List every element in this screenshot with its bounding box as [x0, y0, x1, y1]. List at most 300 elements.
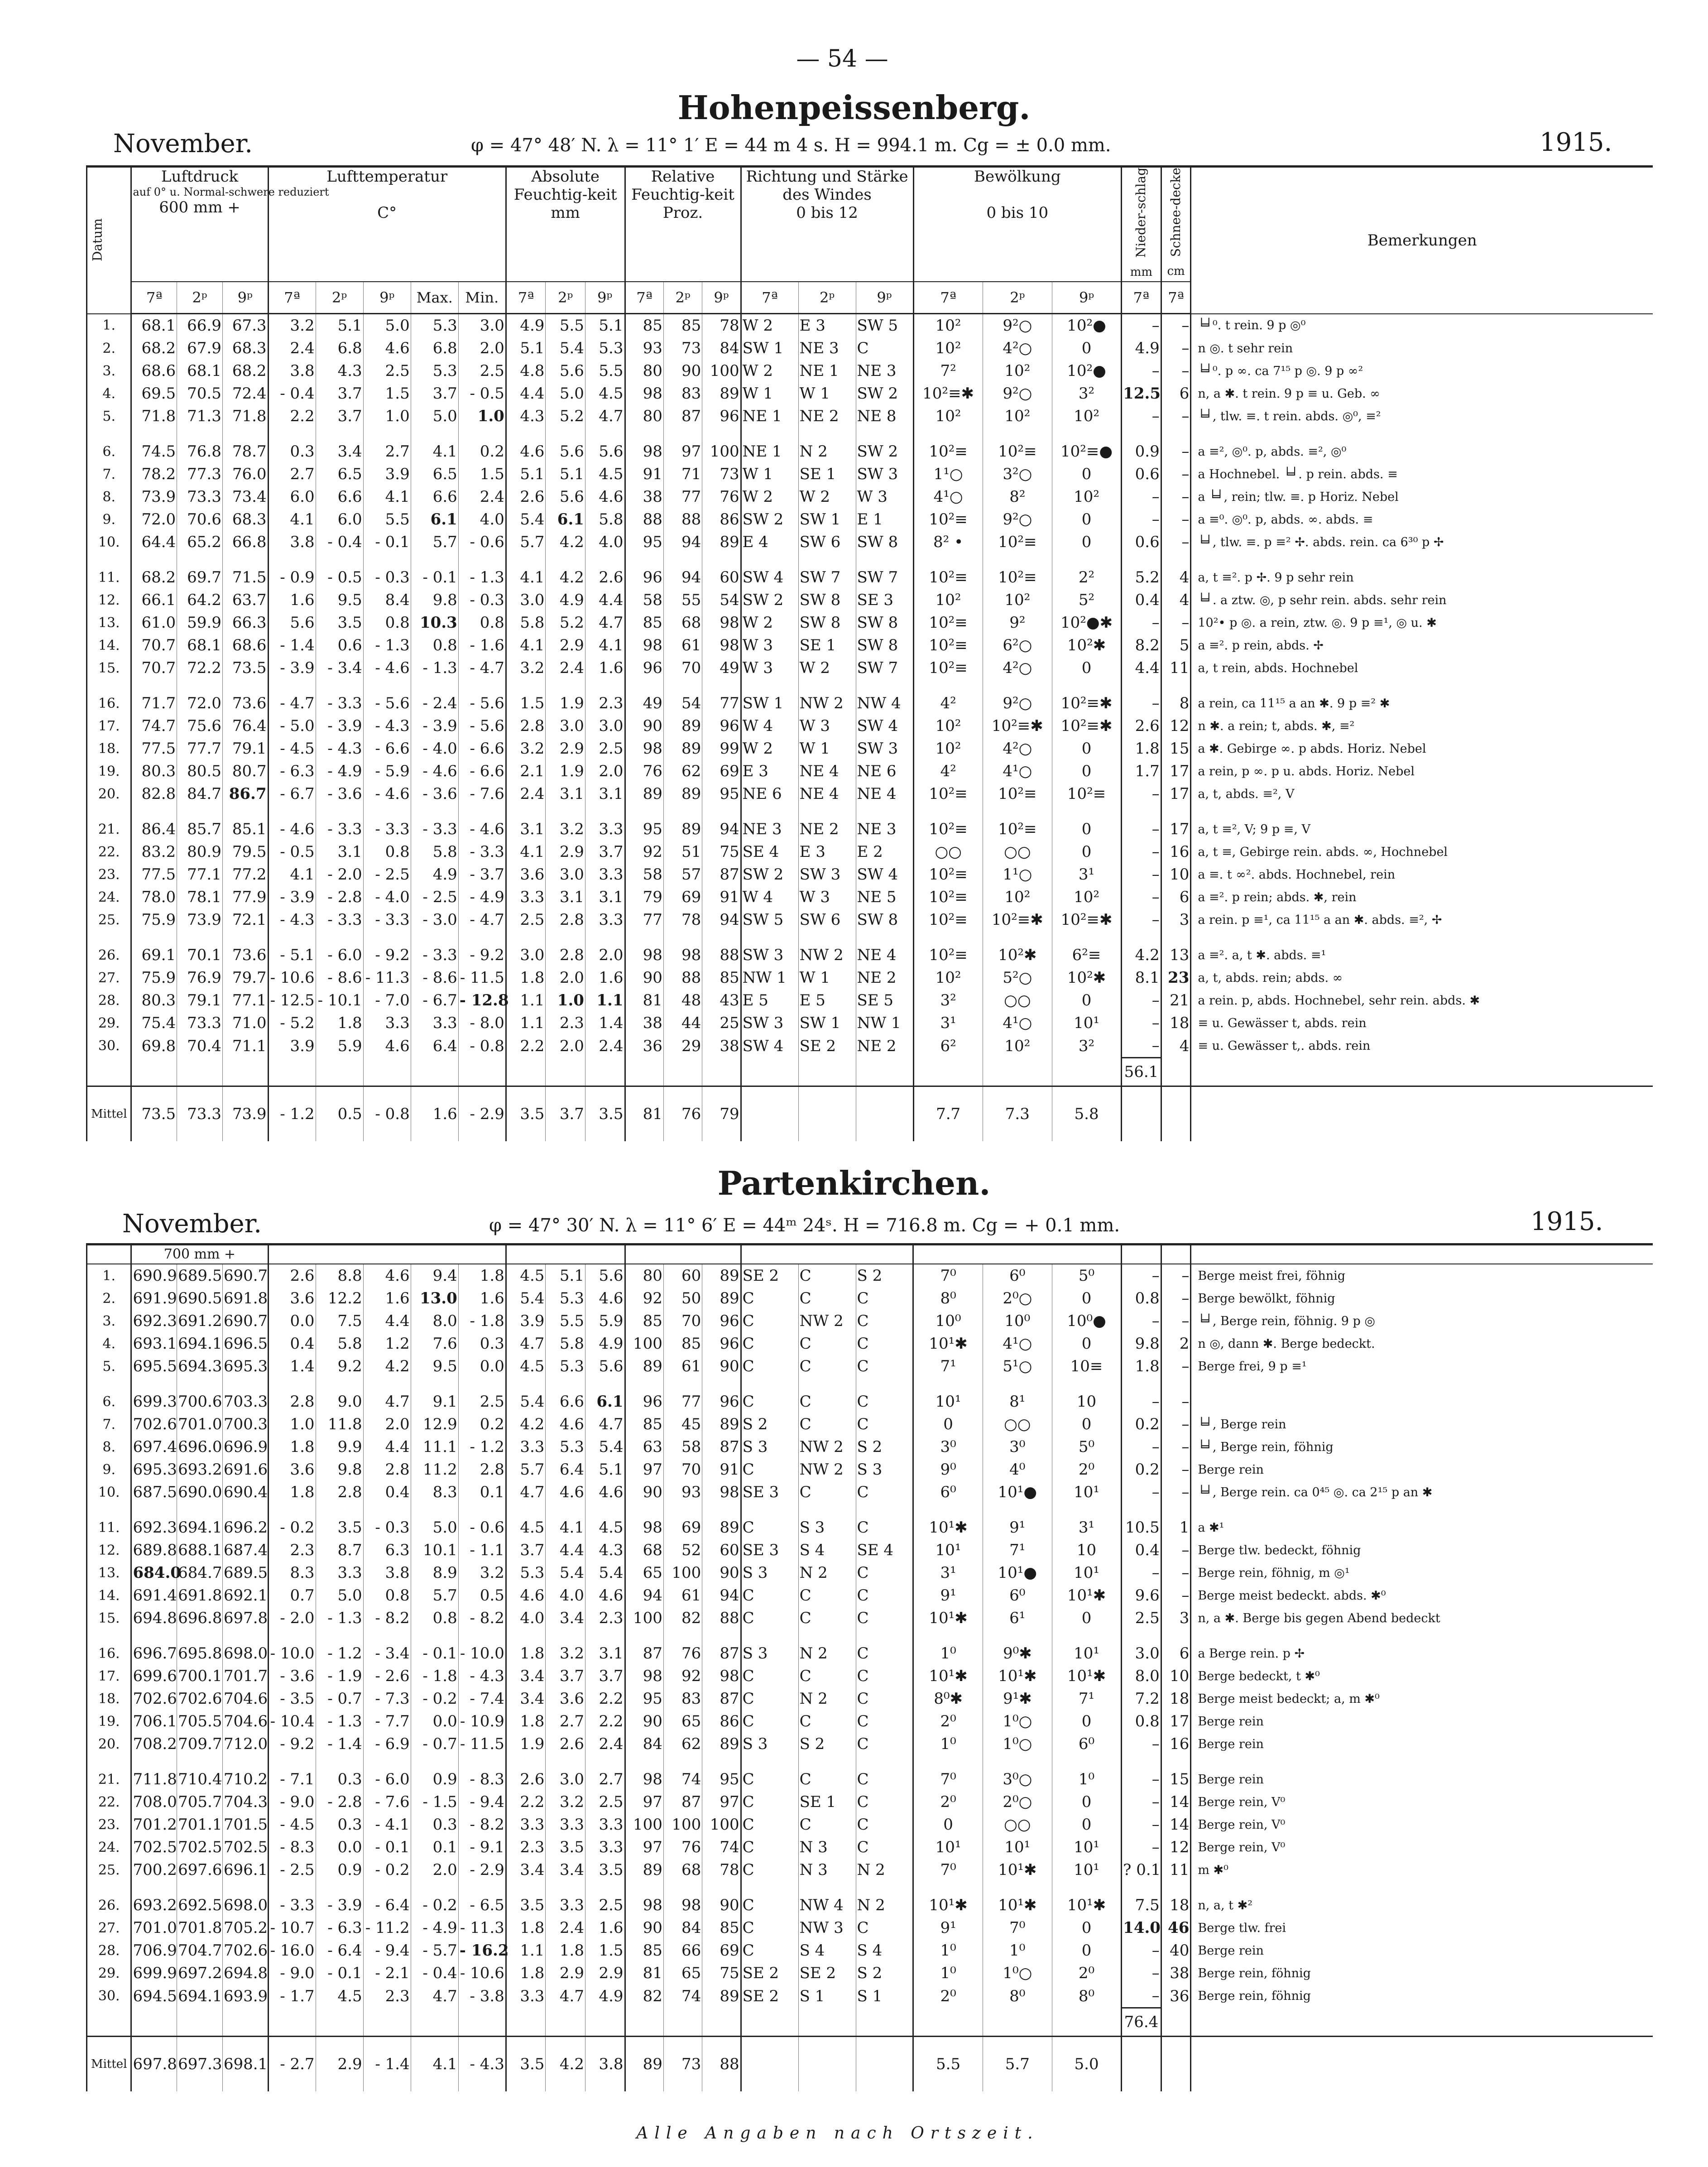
mean-bemerkungen — [1191, 1086, 1653, 1142]
cell-ld-9p: 697.8 — [222, 1607, 268, 1629]
cell-af-2p: 5.6 — [546, 360, 585, 382]
cell-ld-7a: 68.2 — [131, 337, 177, 360]
cell-schneedecke: 18 — [1161, 1894, 1191, 1917]
cell-t-7a: 0.0 — [268, 1310, 316, 1332]
cell-bw-2p: 10¹● — [983, 1562, 1052, 1584]
cell-af-9p: 3.3 — [585, 1836, 625, 1859]
mean-row — [87, 2037, 1653, 2092]
cell-ld-2p: 73.3 — [177, 485, 223, 508]
cell-af-2p: 1.8 — [546, 1939, 585, 1962]
cell-ld-7a: 695.3 — [131, 1458, 177, 1481]
cell-bemerkungen: a Hochnebel. ╘╛. p rein. abds. ≡ — [1191, 463, 1653, 485]
cell-t-min: - 7.6 — [458, 783, 506, 805]
cell-rf-7a: 76 — [625, 760, 663, 783]
cell-bemerkungen: ╘╛, Berge rein — [1191, 1413, 1653, 1436]
cell-af-7a: 3.2 — [506, 657, 546, 679]
cell-t-min: - 11.5 — [458, 1733, 506, 1755]
mean-rf-7a: 89 — [625, 2037, 663, 2092]
cell-af-2p: 3.2 — [546, 818, 585, 841]
cell-rf-7a: 79 — [625, 886, 663, 908]
cell-af-2p: 4.2 — [546, 531, 585, 553]
cell-rf-9p: 60 — [702, 566, 741, 589]
cell-bemerkungen: a, t, abds. ≡², V — [1191, 783, 1653, 805]
cell-wind-9p: N 2 — [856, 1894, 913, 1917]
cell-bemerkungen: n ◎, dann ✱. Berge bedeckt. — [1191, 1332, 1653, 1355]
cell-ld-2p: 694.1 — [177, 1332, 223, 1355]
cell-t-9p: - 2.5 — [363, 863, 411, 886]
cell-t-max: 2.0 — [411, 1859, 458, 1881]
cell-t-min: - 11.5 — [458, 966, 506, 989]
table-row — [87, 1642, 1653, 1665]
cell-t-2p: 3.5 — [316, 611, 363, 634]
table-row — [87, 818, 1653, 841]
cell-af-9p: 1.6 — [585, 1917, 625, 1939]
mean-label: Mittel — [87, 2037, 131, 2092]
cell-af-7a: 3.9 — [506, 1310, 546, 1332]
cell-ld-9p: 71.5 — [222, 566, 268, 589]
cell-rf-7a: 90 — [625, 715, 663, 737]
cell-t-2p: - 3.6 — [316, 783, 363, 805]
cell-rf-7a: 80 — [625, 405, 663, 428]
cell-af-7a: 3.0 — [506, 589, 546, 611]
cell-rf-2p: 61 — [663, 634, 702, 657]
cell-rf-2p: 84 — [663, 1917, 702, 1939]
cell-bw-7a: 10²≡ — [913, 908, 983, 931]
cell-ld-2p: 76.9 — [177, 966, 223, 989]
cell-rf-9p: 98 — [702, 1481, 741, 1504]
cell-af-2p: 4.2 — [546, 566, 585, 589]
cell-rf-2p: 62 — [663, 760, 702, 783]
cell-af-9p: 4.9 — [585, 1332, 625, 1355]
cell-t-min: - 9.4 — [458, 1791, 506, 1813]
cell-t-9p: 2.5 — [363, 360, 411, 382]
cell-t-7a: 4.1 — [268, 508, 316, 531]
cell-af-9p: 4.3 — [585, 1539, 625, 1562]
cell-af-7a: 4.7 — [506, 1481, 546, 1504]
cell-t-2p: 6.5 — [316, 463, 363, 485]
mean-wind-2p — [798, 1086, 856, 1142]
cell-bw-2p: 4²○ — [983, 657, 1052, 679]
cell-t-7a: - 10.6 — [268, 966, 316, 989]
cell-wind-9p: SE 5 — [856, 989, 913, 1012]
cell-wind-7a: W 2 — [741, 314, 798, 337]
hdr-max: Max. — [411, 282, 458, 314]
cell-af-9p: 4.9 — [585, 1984, 625, 2008]
cell-bemerkungen: n ◎. t sehr rein — [1191, 337, 1653, 360]
cell-wind-7a: S 3 — [741, 1436, 798, 1458]
mean-t-max: 4.1 — [411, 2037, 458, 2092]
cell-t-max: 0.1 — [411, 1836, 458, 1859]
cell-schneedecke: 6 — [1161, 886, 1191, 908]
cell-ld-2p: 691.2 — [177, 1310, 223, 1332]
cell-rf-7a: 90 — [625, 1710, 663, 1733]
cell-rf-2p: 61 — [663, 1355, 702, 1378]
cell-rf-7a: 85 — [625, 1310, 663, 1332]
cell-af-7a: 2.6 — [506, 485, 546, 508]
cell-ld-2p: 702.5 — [177, 1836, 223, 1859]
mean-niederschlag — [1122, 1086, 1161, 1142]
cell-t-2p: - 0.1 — [316, 1962, 363, 1984]
cell-rf-7a: 81 — [625, 1962, 663, 1984]
cell-wind-2p: NW 2 — [798, 1458, 856, 1481]
cell-bw-2p: 8² — [983, 485, 1052, 508]
cell-t-7a: - 4.7 — [268, 692, 316, 715]
mean-bemerkungen — [1191, 2037, 1653, 2092]
cell-rf-2p: 83 — [663, 382, 702, 405]
cell-af-9p: 2.3 — [585, 692, 625, 715]
cell-bw-2p: 7¹ — [983, 1539, 1052, 1562]
cell-af-9p: 4.6 — [585, 1584, 625, 1607]
cell-t-min: - 8.2 — [458, 1607, 506, 1629]
cell-wind-7a: S 2 — [741, 1413, 798, 1436]
cell-schneedecke: – — [1161, 1562, 1191, 1584]
cell-t-7a: - 1.4 — [268, 634, 316, 657]
cell-t-min: 0.0 — [458, 1355, 506, 1378]
cell-rf-7a: 85 — [625, 314, 663, 337]
cell-datum: 22. — [87, 841, 131, 863]
cell-rf-9p: 96 — [702, 405, 741, 428]
cell-t-max: - 0.1 — [411, 1642, 458, 1665]
cell-t-9p: - 4.0 — [363, 886, 411, 908]
cell-af-9p: 4.5 — [585, 1516, 625, 1539]
cell-t-7a: 3.9 — [268, 1034, 316, 1058]
cell-rf-2p: 78 — [663, 908, 702, 931]
cell-schneedecke: 4 — [1161, 1034, 1191, 1058]
cell-af-2p: 3.4 — [546, 1607, 585, 1629]
cell-af-9p: 4.1 — [585, 634, 625, 657]
cell-niederschlag: – — [1122, 1481, 1161, 1504]
cell-bemerkungen: Berge rein — [1191, 1768, 1653, 1791]
cell-t-9p: 2.0 — [363, 1413, 411, 1436]
table-row — [87, 382, 1653, 405]
cell-rf-9p: 90 — [702, 1894, 741, 1917]
mean-t-min: - 4.3 — [458, 2037, 506, 2092]
cell-wind-7a: S 3 — [741, 1733, 798, 1755]
cell-af-2p: 5.3 — [546, 1355, 585, 1378]
cell-wind-7a: W 1 — [741, 382, 798, 405]
cell-ld-9p: 704.6 — [222, 1687, 268, 1710]
cell-datum: 21. — [87, 1768, 131, 1791]
cell-af-9p: 5.4 — [585, 1436, 625, 1458]
cell-wind-9p: C — [856, 1607, 913, 1629]
cell-wind-2p: C — [798, 1813, 856, 1836]
cell-t-max: - 1.8 — [411, 1665, 458, 1687]
cell-rf-9p: 25 — [702, 1012, 741, 1034]
cell-ld-2p: 689.5 — [177, 1264, 223, 1287]
cell-af-9p: 2.5 — [585, 737, 625, 760]
cell-rf-7a: 98 — [625, 737, 663, 760]
cell-schneedecke: 38 — [1161, 1962, 1191, 1984]
cell-bw-2p: ○○ — [983, 1413, 1052, 1436]
cell-schneedecke: – — [1161, 337, 1191, 360]
cell-schneedecke: – — [1161, 611, 1191, 634]
cell-wind-7a: SW 2 — [741, 508, 798, 531]
cell-ld-7a: 75.9 — [131, 908, 177, 931]
cell-t-min: - 10.9 — [458, 1710, 506, 1733]
cell-t-max: 4.7 — [411, 1984, 458, 2008]
cell-bw-9p: 10²≡✱ — [1052, 908, 1121, 931]
cell-rf-9p: 97 — [702, 1791, 741, 1813]
cell-wind-9p: NE 2 — [856, 966, 913, 989]
cell-wind-9p: S 4 — [856, 1939, 913, 1962]
cell-bw-2p: 10²≡ — [983, 531, 1052, 553]
cell-schneedecke: 36 — [1161, 1984, 1191, 2008]
table-row — [87, 1562, 1653, 1584]
cell-ld-9p: 696.1 — [222, 1859, 268, 1881]
mean-ld-7a: 73.5 — [131, 1086, 177, 1142]
cell-bw-2p: 9²○ — [983, 508, 1052, 531]
cell-t-min: - 1.1 — [458, 1539, 506, 1562]
cell-t-9p: 1.6 — [363, 1287, 411, 1310]
cell-rf-9p: 96 — [702, 715, 741, 737]
cell-bw-7a: 9⁰ — [913, 1458, 983, 1481]
cell-bw-2p: 10²✱ — [983, 944, 1052, 966]
cell-datum: 30. — [87, 1984, 131, 2008]
cell-niederschlag: – — [1122, 1962, 1161, 1984]
cell-af-7a: 1.1 — [506, 989, 546, 1012]
cell-ld-7a: 690.9 — [131, 1264, 177, 1287]
cell-t-9p: - 5.9 — [363, 760, 411, 783]
cell-bw-2p: 9⁰✱ — [983, 1642, 1052, 1665]
cell-t-min: - 5.6 — [458, 715, 506, 737]
cell-ld-2p: 691.8 — [177, 1584, 223, 1607]
cell-rf-2p: 89 — [663, 783, 702, 805]
cell-t-9p: 2.3 — [363, 1984, 411, 2008]
cell-niederschlag: – — [1122, 783, 1161, 805]
cell-wind-7a: W 2 — [741, 737, 798, 760]
cell-t-7a: 0.3 — [268, 440, 316, 463]
cell-t-max: 9.4 — [411, 1264, 458, 1287]
cell-t-max: 6.4 — [411, 1034, 458, 1058]
table-row — [87, 508, 1653, 531]
cell-bw-2p: 5²○ — [983, 966, 1052, 989]
cell-ld-7a: 68.2 — [131, 566, 177, 589]
cell-niederschlag: 0.6 — [1122, 531, 1161, 553]
cell-af-9p: 3.1 — [585, 886, 625, 908]
cell-t-2p: 3.3 — [316, 1562, 363, 1584]
cell-t-max: 3.3 — [411, 1012, 458, 1034]
cell-rf-2p: 66 — [663, 1939, 702, 1962]
cell-bw-9p: 0 — [1052, 508, 1121, 531]
cell-wind-2p: S 4 — [798, 1539, 856, 1562]
cell-ld-9p: 698.0 — [222, 1894, 268, 1917]
cell-t-7a: - 9.0 — [268, 1962, 316, 1984]
cell-rf-2p: 94 — [663, 531, 702, 553]
cell-ld-7a: 71.8 — [131, 405, 177, 428]
cell-bw-2p: 4²○ — [983, 737, 1052, 760]
cell-ld-9p: 702.5 — [222, 1836, 268, 1859]
cell-af-2p: 2.9 — [546, 737, 585, 760]
cell-rf-7a: 81 — [625, 989, 663, 1012]
cell-wind-2p: SW 1 — [798, 508, 856, 531]
cell-ld-7a: 695.5 — [131, 1355, 177, 1378]
cell-t-9p: 4.1 — [363, 485, 411, 508]
hdr-9p: 9ᵖ — [856, 282, 913, 314]
cell-t-7a: - 3.5 — [268, 1687, 316, 1710]
cell-ld-9p: 704.3 — [222, 1791, 268, 1813]
cell-af-9p: 5.5 — [585, 360, 625, 382]
cell-schneedecke: – — [1161, 360, 1191, 382]
cell-rf-9p: 88 — [702, 944, 741, 966]
cell-bw-2p: 9¹✱ — [983, 1687, 1052, 1710]
cell-rf-7a: 63 — [625, 1436, 663, 1458]
cell-niederschlag: – — [1122, 1768, 1161, 1791]
col-abs-feucht-unit: mm — [551, 204, 580, 222]
cell-t-7a: - 2.0 — [268, 1607, 316, 1629]
cell-rf-9p: 94 — [702, 908, 741, 931]
cell-schneedecke: 6 — [1161, 382, 1191, 405]
cell-rf-9p: 49 — [702, 657, 741, 679]
cell-bw-7a: ○○ — [913, 841, 983, 863]
cell-bemerkungen: a, t, abds. rein; abds. ∞ — [1191, 966, 1653, 989]
cell-ld-2p: 694.1 — [177, 1984, 223, 2008]
cell-t-9p: - 7.7 — [363, 1710, 411, 1733]
cell-ld-7a: 693.2 — [131, 1894, 177, 1917]
cell-wind-9p: SW 5 — [856, 314, 913, 337]
cell-bemerkungen: a, t ≡², V; 9 p ≡, V — [1191, 818, 1653, 841]
cell-wind-7a: C — [741, 1310, 798, 1332]
observation-table-hohenpeissenberg — [86, 165, 1653, 1141]
cell-af-2p: 1.9 — [546, 692, 585, 715]
cell-rf-7a: 85 — [625, 1939, 663, 1962]
cell-niederschlag: – — [1122, 1264, 1161, 1287]
cell-t-min: - 11.3 — [458, 1917, 506, 1939]
cell-ld-7a: 64.4 — [131, 531, 177, 553]
cell-t-9p: 1.0 — [363, 405, 411, 428]
cell-af-2p: 3.4 — [546, 1859, 585, 1881]
mean-wind-9p — [856, 2037, 913, 2092]
cell-af-9p: 5.6 — [585, 1355, 625, 1378]
cell-t-min: - 1.8 — [458, 1310, 506, 1332]
cell-af-2p: 5.1 — [546, 1264, 585, 1287]
cell-bw-2p: 5¹○ — [983, 1355, 1052, 1378]
table-row — [87, 485, 1653, 508]
cell-wind-2p: NW 4 — [798, 1894, 856, 1917]
cell-ld-7a: 74.5 — [131, 440, 177, 463]
cell-bemerkungen: Berge rein — [1191, 1710, 1653, 1733]
cell-bw-7a: 10²≡ — [913, 440, 983, 463]
cell-bw-9p: 10¹ — [1052, 1481, 1121, 1504]
cell-rf-7a: 98 — [625, 1516, 663, 1539]
cell-af-2p: 3.1 — [546, 886, 585, 908]
cell-t-max: - 3.3 — [411, 944, 458, 966]
cell-ld-9p: 76.4 — [222, 715, 268, 737]
cell-rf-7a: 38 — [625, 485, 663, 508]
cell-rf-7a: 77 — [625, 908, 663, 931]
cell-ld-2p: 690.5 — [177, 1287, 223, 1310]
cell-t-max: - 0.1 — [411, 566, 458, 589]
cell-niederschlag: 10.5 — [1122, 1516, 1161, 1539]
cell-wind-2p: NW 2 — [798, 1310, 856, 1332]
cell-ld-9p: 68.3 — [222, 337, 268, 360]
cell-af-7a: 5.4 — [506, 508, 546, 531]
cell-bw-9p: 0 — [1052, 1607, 1121, 1629]
cell-bw-7a: 2⁰ — [913, 1710, 983, 1733]
cell-rf-2p: 82 — [663, 1607, 702, 1629]
cell-niederschlag: – — [1122, 508, 1161, 531]
mean-rf-2p: 76 — [663, 1086, 702, 1142]
cell-wind-9p: C — [856, 1813, 913, 1836]
cell-ld-9p: 705.2 — [222, 1917, 268, 1939]
cell-rf-7a: 92 — [625, 1287, 663, 1310]
cell-wind-7a: C — [741, 1836, 798, 1859]
cell-af-7a: 2.8 — [506, 715, 546, 737]
cell-t-7a: 2.4 — [268, 337, 316, 360]
cell-bemerkungen: Berge bewölkt, föhnig — [1191, 1287, 1653, 1310]
cell-t-9p: - 7.6 — [363, 1791, 411, 1813]
table-row — [87, 989, 1653, 1012]
cell-schneedecke: – — [1161, 1264, 1191, 1287]
cell-rf-9p: 75 — [702, 1962, 741, 1984]
cell-niederschlag: – — [1122, 989, 1161, 1012]
cell-ld-2p: 67.9 — [177, 337, 223, 360]
table-row — [87, 1332, 1653, 1355]
cell-bemerkungen: Berge tlw. frei — [1191, 1917, 1653, 1939]
cell-t-9p: 5.0 — [363, 314, 411, 337]
cell-bw-9p: 10≡ — [1052, 1355, 1121, 1378]
cell-t-max: 6.5 — [411, 463, 458, 485]
cell-ld-7a: 702.6 — [131, 1413, 177, 1436]
cell-af-9p: 2.4 — [585, 1034, 625, 1058]
cell-af-9p: 2.0 — [585, 944, 625, 966]
cell-wind-7a: C — [741, 1917, 798, 1939]
mean-label: Mittel — [87, 1086, 131, 1142]
cell-wind-7a: C — [741, 1768, 798, 1791]
cell-datum: 18. — [87, 737, 131, 760]
cell-af-9p: 3.1 — [585, 783, 625, 805]
cell-af-9p: 4.7 — [585, 1413, 625, 1436]
cell-ld-7a: 86.4 — [131, 818, 177, 841]
cell-t-7a: 2.3 — [268, 1539, 316, 1562]
cell-ld-9p: 79.5 — [222, 841, 268, 863]
cell-af-9p: 1.1 — [585, 989, 625, 1012]
table-row — [87, 783, 1653, 805]
cell-bw-9p: 10⁰● — [1052, 1310, 1121, 1332]
cell-rf-9p: 87 — [702, 1687, 741, 1710]
cell-rf-9p: 100 — [702, 360, 741, 382]
cell-bw-2p: 3⁰ — [983, 1436, 1052, 1458]
cell-datum: 23. — [87, 863, 131, 886]
cell-t-2p: 3.7 — [316, 405, 363, 428]
cell-bw-9p: 0 — [1052, 1791, 1121, 1813]
cell-datum: 21. — [87, 818, 131, 841]
cell-t-max: - 4.9 — [411, 1917, 458, 1939]
hdr-2p: 2ᵖ — [316, 282, 363, 314]
cell-t-7a: 4.1 — [268, 863, 316, 886]
cell-bemerkungen: Berge rein, V⁰ — [1191, 1836, 1653, 1859]
cell-bw-7a: 10¹✱ — [913, 1665, 983, 1687]
cell-rf-7a: 100 — [625, 1813, 663, 1836]
cell-af-9p: 1.4 — [585, 1012, 625, 1034]
cell-bw-7a: 10¹✱ — [913, 1607, 983, 1629]
cell-bw-2p: 1⁰ — [983, 1939, 1052, 1962]
cell-datum: 20. — [87, 1733, 131, 1755]
cell-bw-9p: 10 — [1052, 1390, 1121, 1413]
mean-row — [87, 1086, 1653, 1142]
cell-bw-9p: 10¹✱ — [1052, 1894, 1121, 1917]
cell-wind-2p: C — [798, 1332, 856, 1355]
cell-ld-9p: 71.8 — [222, 405, 268, 428]
cell-af-7a: 1.9 — [506, 1733, 546, 1755]
cell-t-9p: - 9.2 — [363, 944, 411, 966]
cell-wind-9p: SW 8 — [856, 908, 913, 931]
cell-af-9p: 1.5 — [585, 1939, 625, 1962]
cell-wind-7a: C — [741, 1584, 798, 1607]
cell-wind-9p: NE 3 — [856, 818, 913, 841]
cell-af-7a: 5.3 — [506, 1562, 546, 1584]
cell-af-7a: 3.4 — [506, 1859, 546, 1881]
cell-t-9p: - 0.1 — [363, 1836, 411, 1859]
